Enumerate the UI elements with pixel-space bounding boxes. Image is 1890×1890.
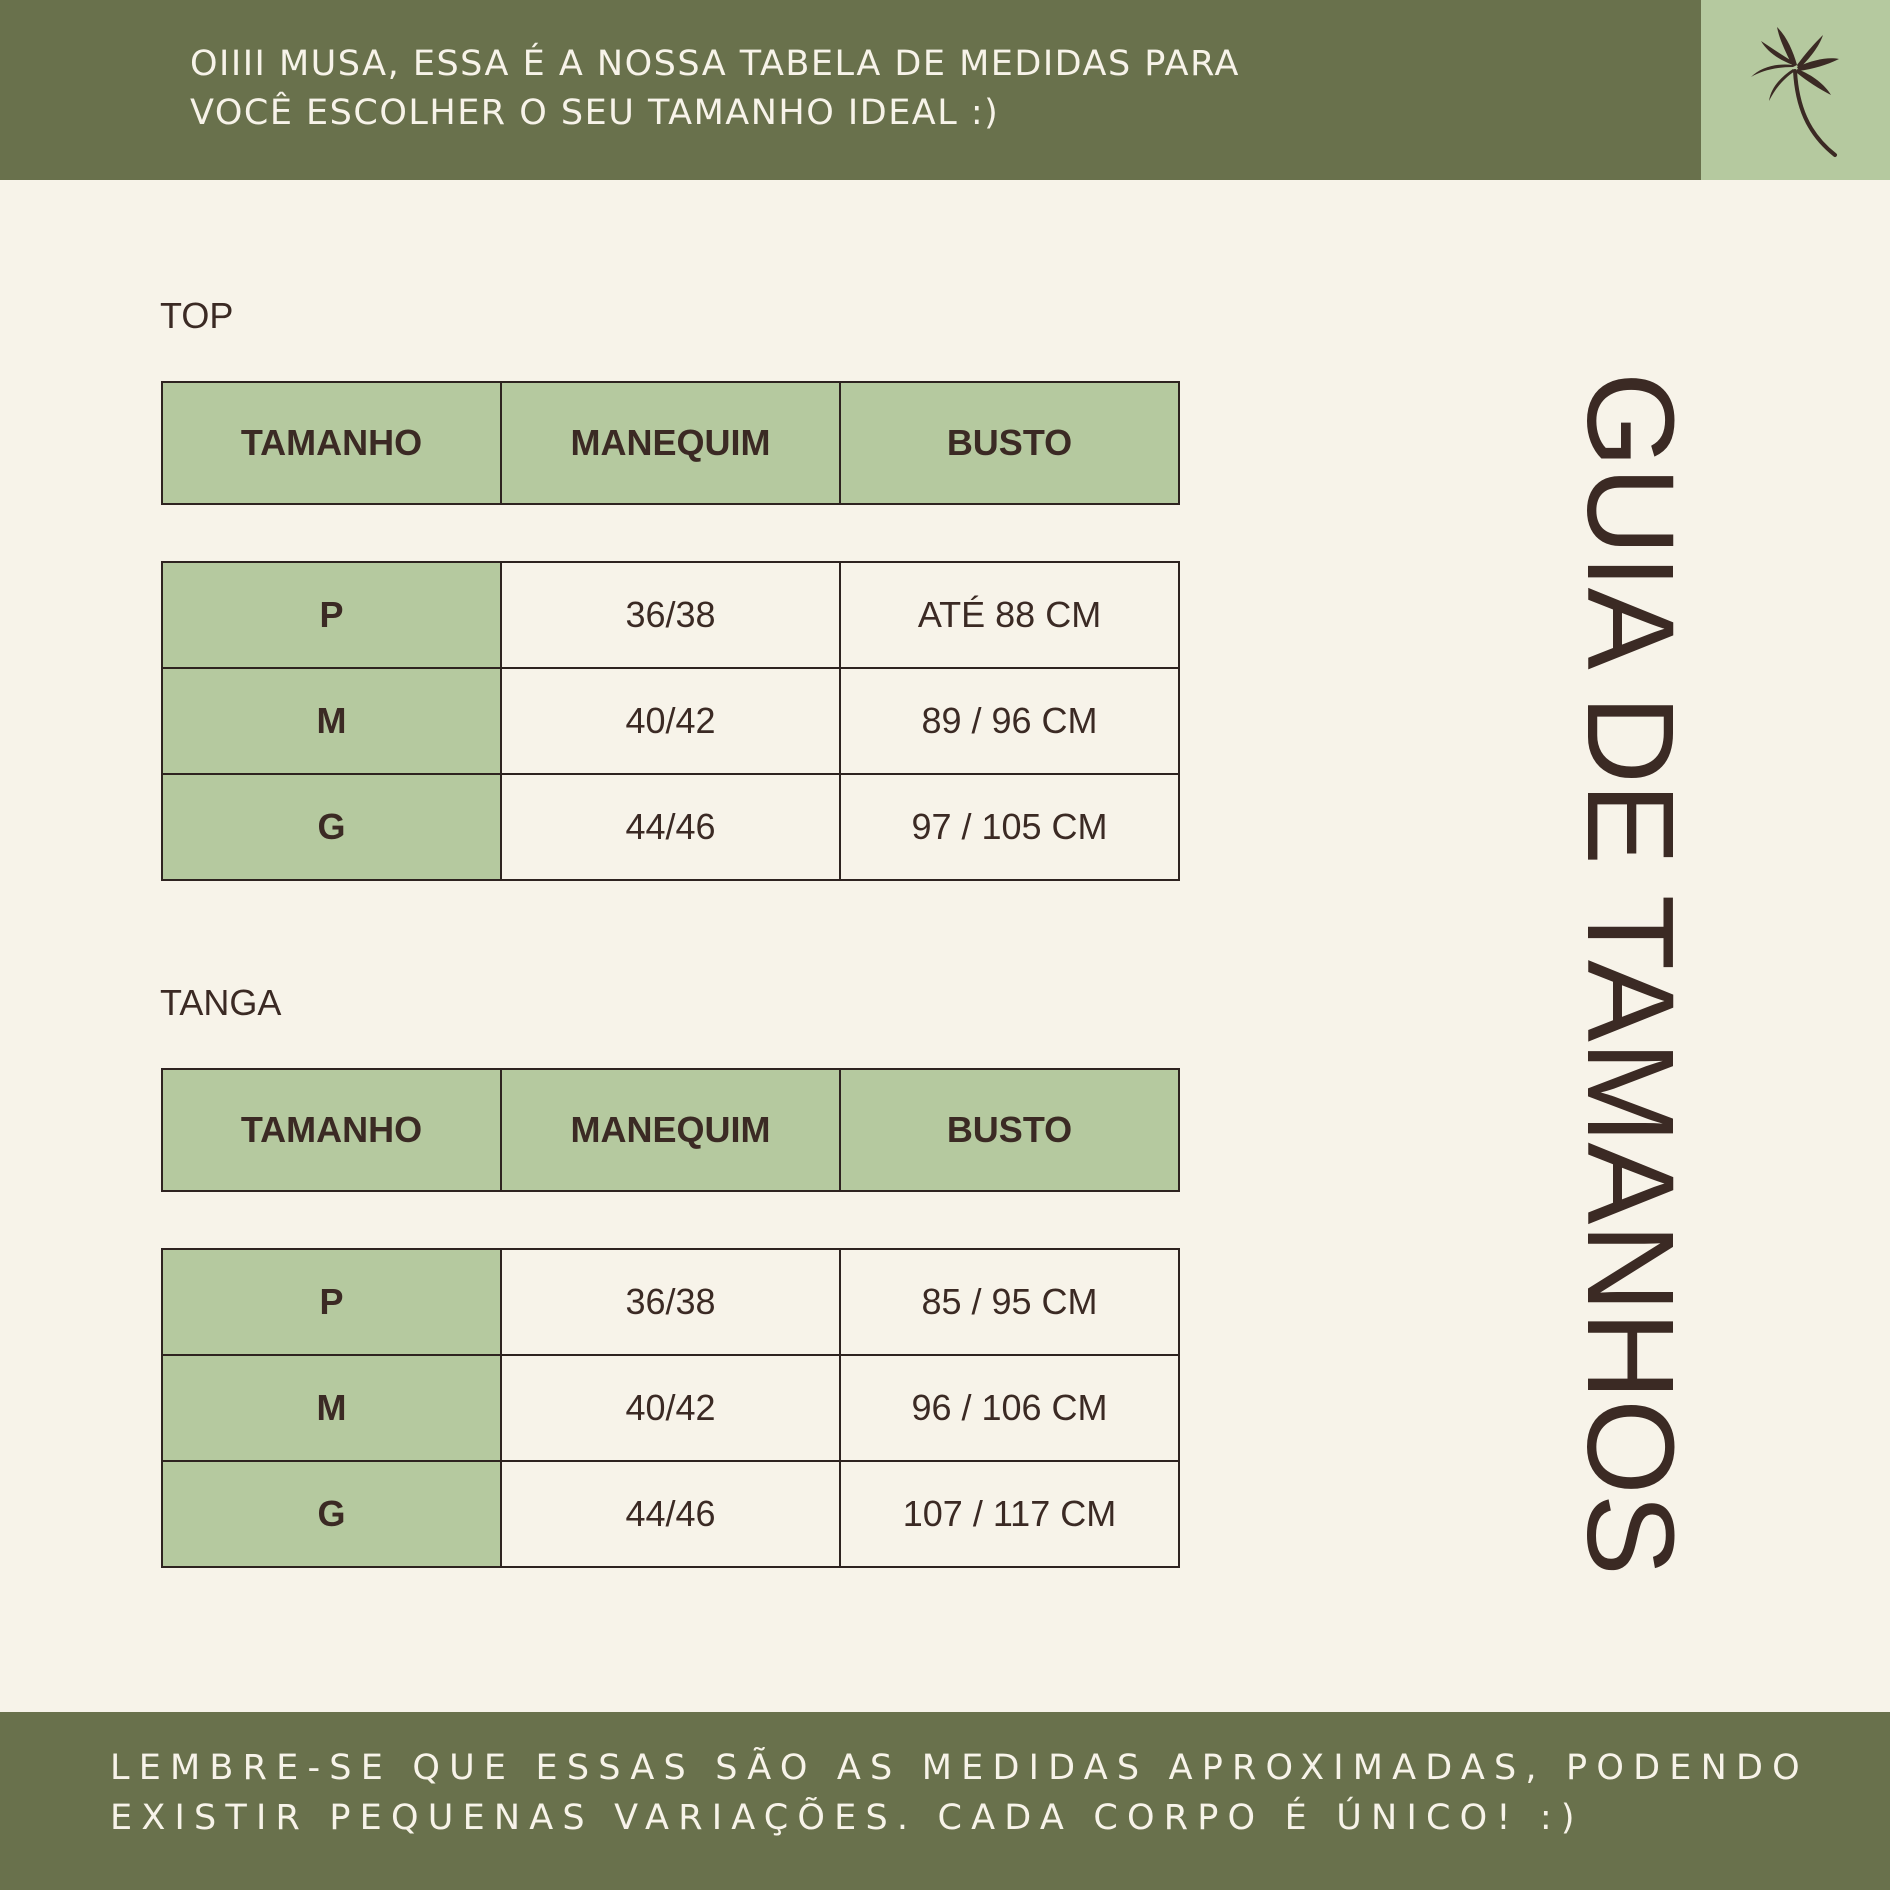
page-title: GUIA DE TAMANHOS: [1561, 372, 1698, 1575]
disclaimer-line-2: EXISTIR PEQUENAS VARIAÇÕES. CADA CORPO É ÚNICO! :): [110, 1798, 1584, 1838]
disclaimer-text: [110, 1743, 1870, 1843]
top-header-table: [161, 381, 1180, 505]
column-header-manequim: MANEQUIM: [501, 1069, 840, 1191]
column-header-manequim: MANEQUIM: [501, 382, 840, 504]
size-cell: G: [162, 774, 501, 880]
tanga-header-table: [161, 1068, 1180, 1192]
logo-box: [1701, 0, 1890, 180]
section-label-top: TOP: [160, 295, 234, 336]
section-label-tanga: TANGA: [160, 982, 282, 1023]
column-header-tamanho: TAMANHO: [162, 1069, 501, 1191]
busto-cell: 85 / 95 CM: [840, 1249, 1179, 1355]
top-size-table: [161, 561, 1180, 881]
column-header-busto: BUSTO: [840, 1069, 1179, 1191]
table-row: [162, 774, 1179, 880]
manequim-cell: 36/38: [501, 1249, 840, 1355]
column-header-tamanho: TAMANHO: [162, 382, 501, 504]
manequim-cell: 36/38: [501, 562, 840, 668]
intro-line-2: VOCÊ ESCOLHER O SEU TAMANHO IDEAL :): [190, 93, 1000, 133]
size-cell: G: [162, 1461, 501, 1567]
manequim-cell: 40/42: [501, 1355, 840, 1461]
table-row: [162, 668, 1179, 774]
disclaimer-line-1: LEMBRE-SE QUE ESSAS SÃO AS MEDIDAS APROXIMADAS, PODENDO: [110, 1748, 1809, 1788]
table-row: [162, 562, 1179, 668]
busto-cell: 96 / 106 CM: [840, 1355, 1179, 1461]
table-row: [162, 1355, 1179, 1461]
palm-tree-icon: [1731, 15, 1861, 165]
manequim-cell: 44/46: [501, 1461, 840, 1567]
table-row: [162, 1249, 1179, 1355]
busto-cell: ATÉ 88 CM: [840, 562, 1179, 668]
size-cell: M: [162, 1355, 501, 1461]
manequim-cell: 44/46: [501, 774, 840, 880]
intro-text: [190, 40, 1290, 138]
table-row: [162, 1461, 1179, 1567]
busto-cell: 89 / 96 CM: [840, 668, 1179, 774]
busto-cell: 107 / 117 CM: [840, 1461, 1179, 1567]
manequim-cell: 40/42: [501, 668, 840, 774]
size-cell: M: [162, 668, 501, 774]
size-cell: P: [162, 562, 501, 668]
column-header-busto: BUSTO: [840, 382, 1179, 504]
size-cell: P: [162, 1249, 501, 1355]
busto-cell: 97 / 105 CM: [840, 774, 1179, 880]
intro-line-1: OIIII MUSA, ESSA É A NOSSA TABELA DE MEDIDAS PARA: [190, 44, 1240, 84]
tanga-size-table: [161, 1248, 1180, 1568]
